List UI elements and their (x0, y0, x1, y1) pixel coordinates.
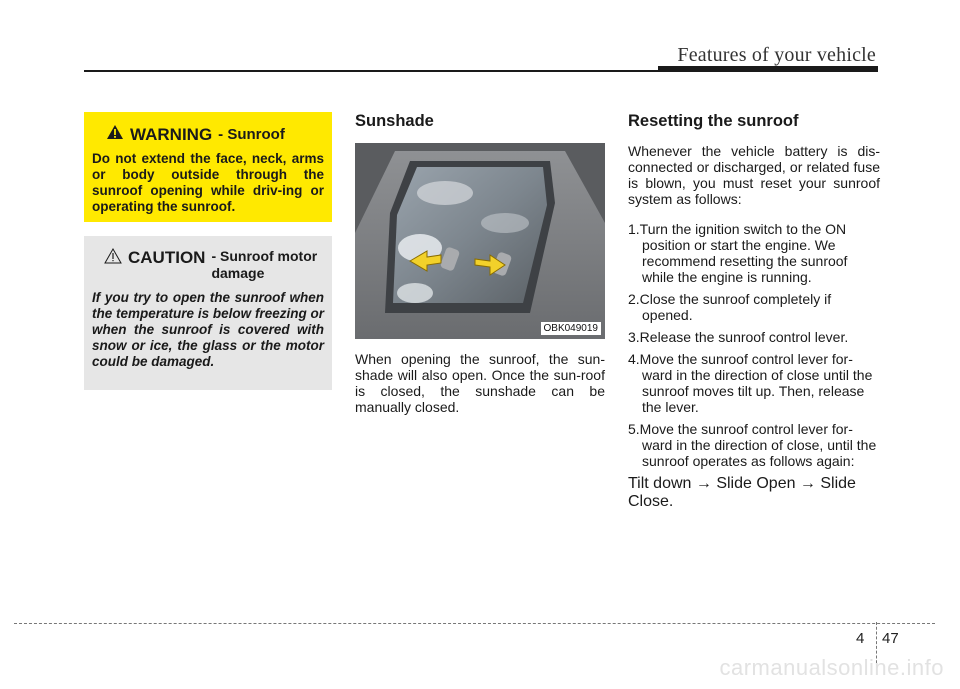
reset-steps (628, 221, 880, 469)
reset-intro: Whenever the vehicle battery is dis-connected or discharged, or related fuse is blown, you must reset your sunroof system as follows: (628, 143, 880, 207)
reset-column (628, 112, 880, 511)
caution-heading (104, 248, 324, 282)
warning-triangle-icon (106, 124, 124, 145)
sunroof-photo (355, 143, 605, 339)
chapter-number: 4 (856, 630, 865, 647)
reset-step: 5.Move the sunroof control lever for-ward in the direction of close, until the sunroof operates as follows again: (628, 421, 877, 469)
caution-text: If you try to open the sunroof when the temperature is below freezing or when the sunroof is covered with snow or ice, the glass or the motor could be damaged. (92, 290, 324, 369)
watermark-text: carmanualsonline.info (719, 655, 944, 680)
sunshade-title: Sunshade (355, 112, 434, 130)
warning-label: WARNING (130, 124, 213, 144)
caution-subject: - Sunroof motor damage (211, 248, 318, 281)
warning-box (84, 112, 332, 222)
sunshade-column (355, 112, 605, 415)
sunshade-text: When opening the sunroof, the sun-shade will also open. Once the sun-roof is closed, the sunshade can be manually closed. (355, 351, 605, 415)
caution-box (84, 236, 332, 390)
page-number: 47 (882, 630, 899, 647)
caution-triangle-icon (104, 248, 122, 269)
reset-sequence: Tilt down → Slide Open → Slide Close. (628, 475, 856, 510)
reset-step: 4.Move the sunroof control lever for-ward in the direction of close until the sunroof moves tilt up. Then, release the lever. (628, 351, 873, 415)
reset-step: 1.Turn the ignition switch to the ON position or start the engine. We recommend resetting the sunroof while the engine is running. (628, 221, 848, 285)
safety-column (84, 112, 332, 390)
warning-subject: - Sunroof (218, 126, 285, 143)
header-rule-accent (658, 66, 878, 72)
reset-step: 3.Release the sunroof control lever. (628, 329, 849, 345)
reset-title: Resetting the sunroof (628, 112, 799, 130)
image-reference-label: OBK049019 (541, 322, 602, 335)
footer-rule (14, 623, 935, 624)
header-title: Features of your vehicle (677, 44, 876, 66)
reset-step: 2.Close the sunroof completely if opened. (628, 291, 832, 323)
sunroof-illustration (355, 143, 605, 339)
warning-text: Do not extend the face, neck, arms or body outside through the sunroof opening while driv-ing or operating the sunroof. (92, 151, 324, 214)
caution-label: CAUTION (128, 248, 206, 267)
warning-heading (106, 124, 324, 145)
